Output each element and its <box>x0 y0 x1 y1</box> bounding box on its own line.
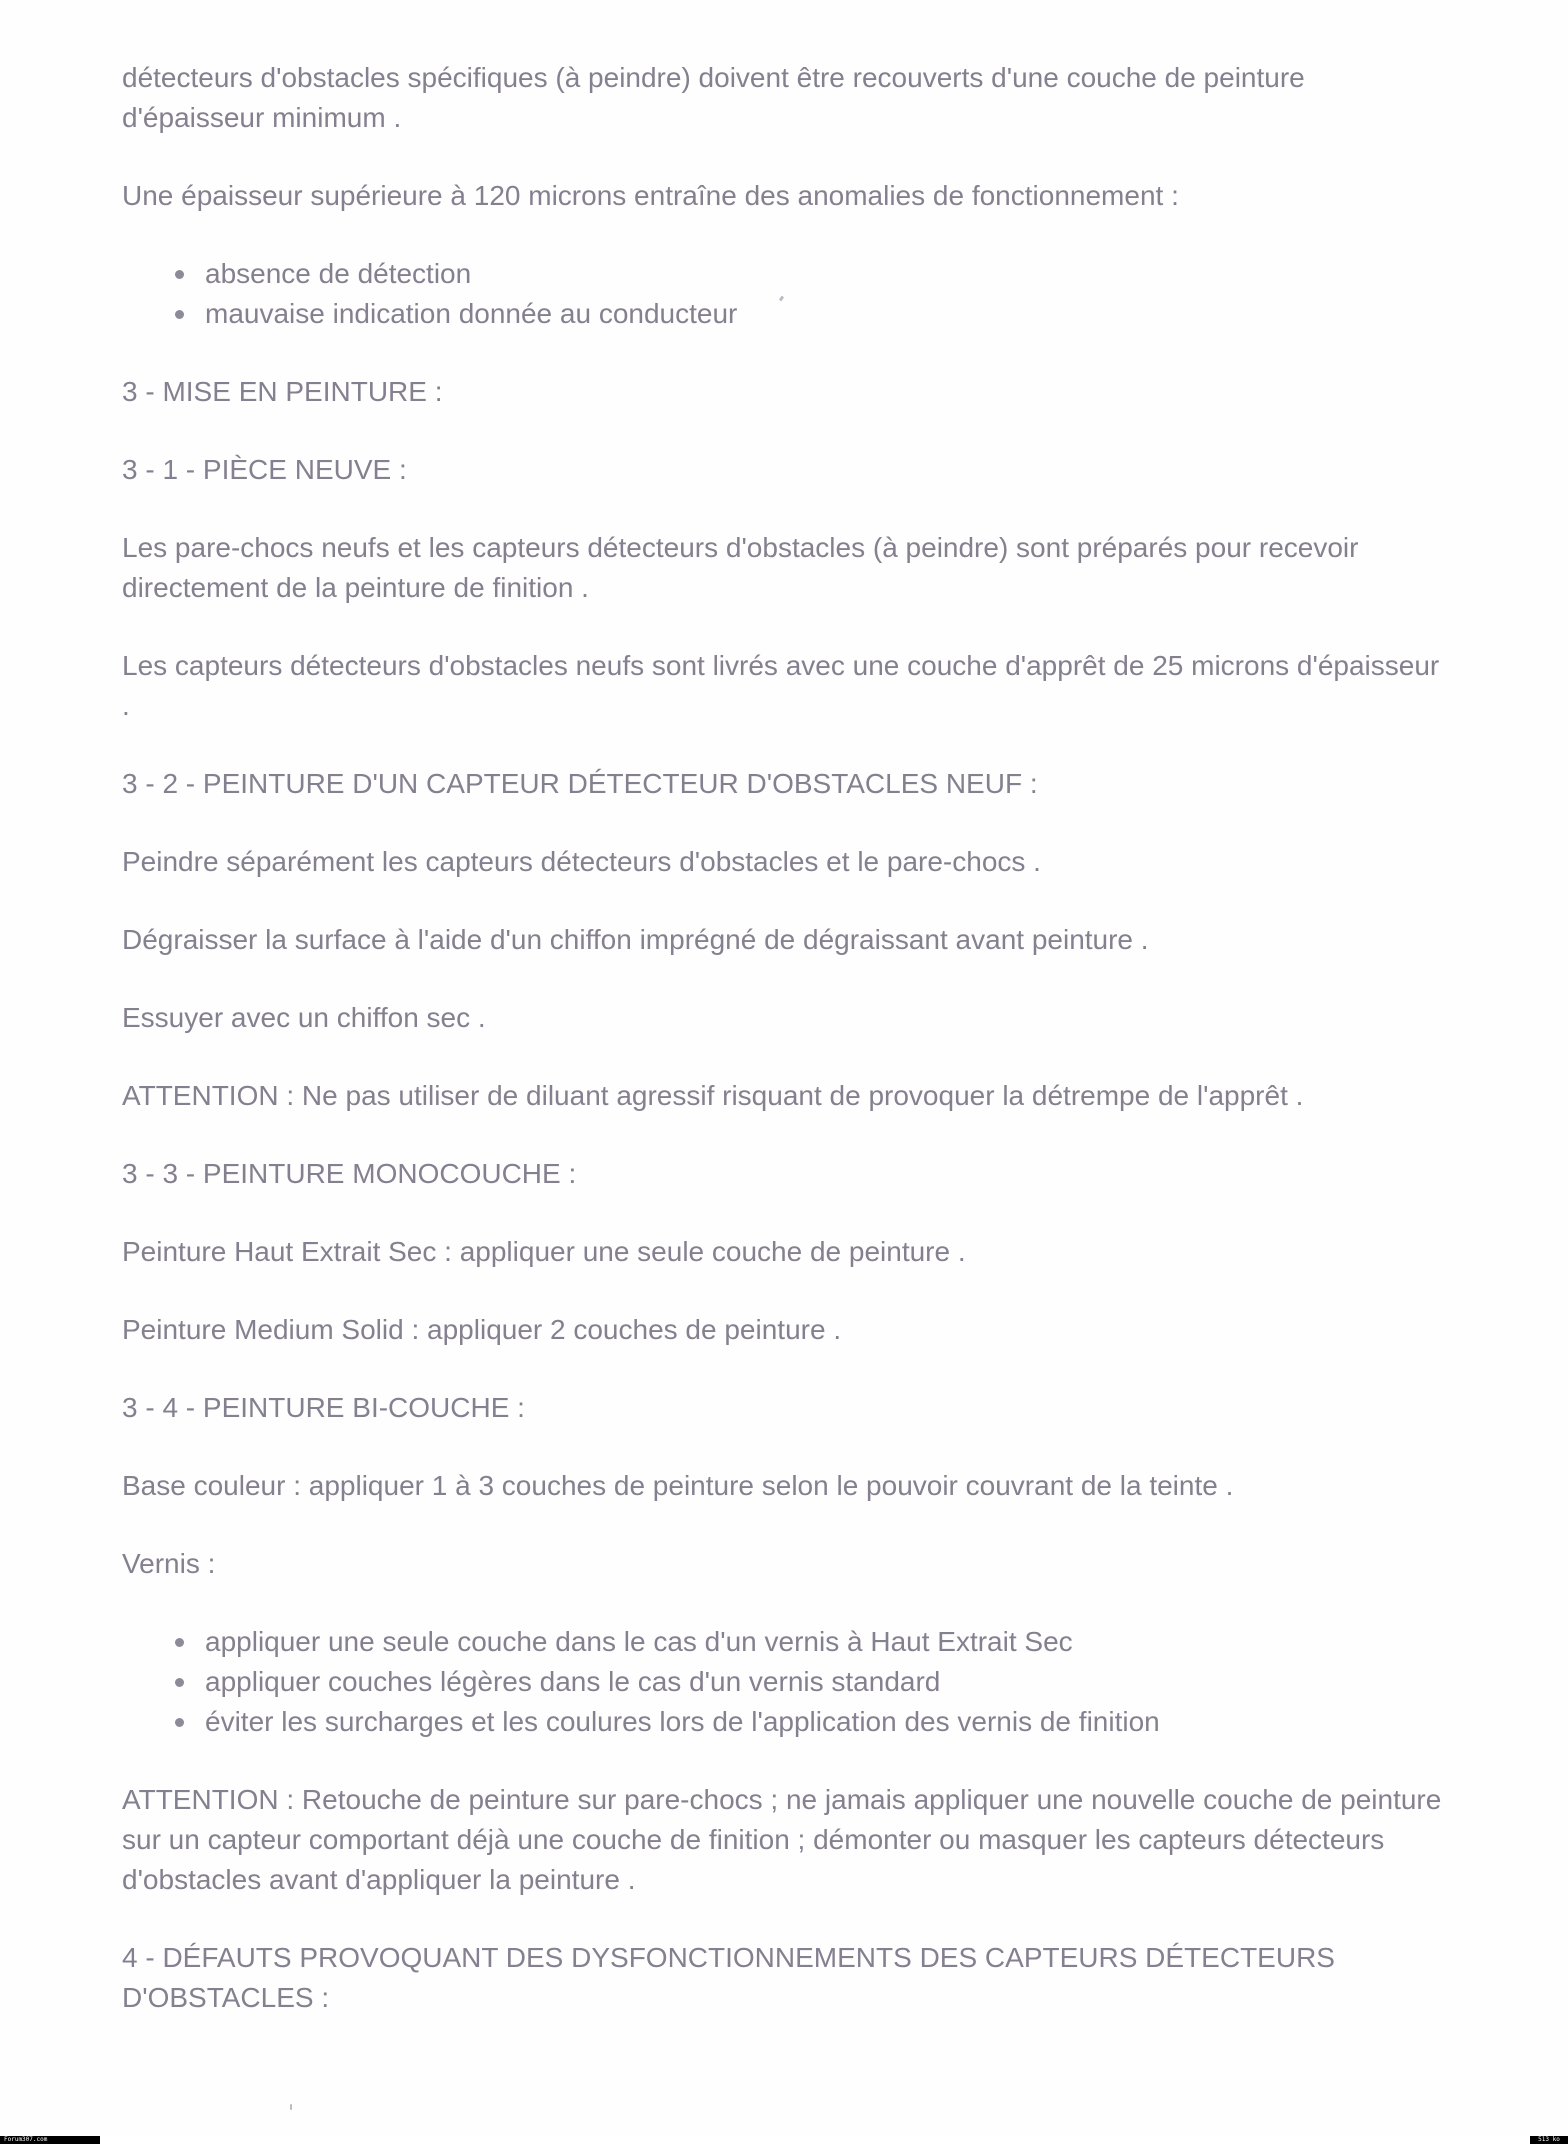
document-body <box>122 58 1452 2056</box>
paragraph: Essuyer avec un chiffon sec . <box>122 1002 486 1033</box>
bullet-item: absence de détection <box>122 254 1452 294</box>
paragraph: ATTENTION : Retouche de peinture sur pare-chocs ; ne jamais appliquer une nouvelle couche de peinture sur un capteur comportant déjà une couche de finition ; démonter ou masquer les capteurs détecteurs d'obstacles avant d'appliquer la peinture . <box>122 1784 1442 1895</box>
paragraph: Une épaisseur supérieure à 120 microns entraîne des anomalies de fonctionnement : <box>122 180 1179 211</box>
bullet-item: mauvaise indication donnée au conducteur <box>122 294 1452 334</box>
paragraph: ATTENTION : Ne pas utiliser de diluant agressif risquant de provoquer la détrempe de l'apprêt . <box>122 1080 1304 1111</box>
section-heading: 3 - 2 - PEINTURE D'UN CAPTEUR DÉTECTEUR D'OBSTACLES NEUF : <box>122 768 1038 799</box>
paragraph: Vernis : <box>122 1548 216 1579</box>
paragraph: Les pare-chocs neufs et les capteurs détecteurs d'obstacles (à peindre) sont préparés pour recevoir directement de la peinture de finition . <box>122 532 1359 603</box>
paragraph: Peinture Medium Solid : appliquer 2 couches de peinture . <box>122 1314 842 1345</box>
bullet-item: appliquer couches légères dans le cas d'un vernis standard <box>122 1662 1452 1702</box>
bullet-item: éviter les surcharges et les coulures lors de l'application des vernis de finition <box>122 1702 1452 1742</box>
footer-bar <box>0 2136 1568 2144</box>
paragraph: Les capteurs détecteurs d'obstacles neufs sont livrés avec une couche d'apprêt de 25 microns d'épaisseur . <box>122 650 1440 721</box>
bullet-list <box>122 1622 1452 1742</box>
paragraph: détecteurs d'obstacles spécifiques (à peindre) doivent être recouverts d'une couche de peinture d'épaisseur minimum . <box>122 62 1305 133</box>
paragraph: Base couleur : appliquer 1 à 3 couches de peinture selon le pouvoir couvrant de la teinte . <box>122 1470 1234 1501</box>
footer-source-label: Forum307.com <box>0 2136 100 2144</box>
footer-size-label: 513 ko <box>1530 2136 1568 2144</box>
section-heading: 4 - DÉFAUTS PROVOQUANT DES DYSFONCTIONNEMENTS DES CAPTEURS DÉTECTEURS D'OBSTACLES : <box>122 1942 1335 2013</box>
scan-speck <box>290 2104 292 2110</box>
paragraph: Peindre séparément les capteurs détecteurs d'obstacles et le pare-chocs . <box>122 846 1041 877</box>
bullet-list <box>122 254 1452 334</box>
section-heading: 3 - 1 - PIÈCE NEUVE : <box>122 454 407 485</box>
paragraph: Peinture Haut Extrait Sec : appliquer une seule couche de peinture . <box>122 1236 966 1267</box>
section-heading: 3 - 4 - PEINTURE BI-COUCHE : <box>122 1392 525 1423</box>
section-heading: 3 - 3 - PEINTURE MONOCOUCHE : <box>122 1158 577 1189</box>
section-heading: 3 - MISE EN PEINTURE : <box>122 376 443 407</box>
bullet-item: appliquer une seule couche dans le cas d'un vernis à Haut Extrait Sec <box>122 1622 1452 1662</box>
paragraph: Dégraisser la surface à l'aide d'un chiffon imprégné de dégraissant avant peinture . <box>122 924 1149 955</box>
